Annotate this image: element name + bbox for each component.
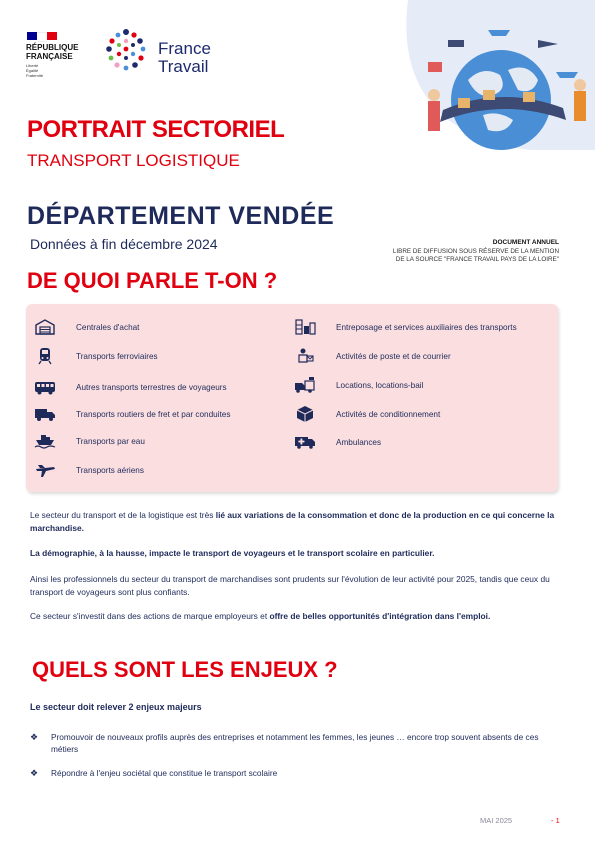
bus-icon [34,378,56,396]
paragraph-consumption: Le secteur du transport et de la logistique est très lié aux variations de la consommation et donc de la production en ce qui concerne la marchandise. [30,510,555,533]
sector-item-label: Transports par eau [76,436,145,446]
paragraph-outlook: Ainsi les professionnels du secteur du transport de marchandises sont prudents sur l'évolution de leur activité pour 2025, tandis que ceux du transport de voyageurs sont plus confiants. [30,574,550,597]
republique-francaise-flag [27,32,57,40]
warehouse-icon [34,318,56,336]
sector-item-transports-eau [34,432,145,450]
france-travail-logo-text: France Travail [158,39,211,76]
data-date: Données à fin décembre 2024 [30,236,218,252]
sector-item-label: Centrales d'achat [76,322,140,332]
diamond-bullet-icon: ❖ [30,732,39,742]
document-note: DOCUMENT ANNUEL LIBRE DE DIFFUSION SOUS RÉSERVE DE LA MENTION DE LA SOURCE "FRANCE TRAVAIL PAYS DE LA LOIRE" [392,239,559,263]
sector-item-label: Ambulances [336,437,382,447]
page-title: PORTRAIT SECTORIEL [27,116,285,143]
issue-bullet-item: ❖ Promouvoir de nouveaux profils auprès des entreprises et notamment les femmes, les jeunes … encore trop souvent absents de ces métiers [30,732,539,754]
sector-activities-box [26,304,558,492]
sector-item-label: Transports aériens [76,465,144,475]
sector-item-autres-transports-voyageurs [34,378,227,396]
ambulance-icon [294,433,316,451]
section-heading-issues: QUELS SONT LES ENJEUX ? [32,657,338,682]
logistics-globe-illustration [388,0,595,150]
issues-intro: Le secteur doit relever 2 enjeux majeurs [30,702,202,712]
department-title: DÉPARTEMENT VENDÉE [27,202,335,230]
postman-icon [294,347,316,365]
sector-item-label: Activités de poste et de courrier [336,351,451,361]
package-icon [294,405,316,423]
rental-truck-icon [294,376,316,394]
page-number: - 1 [551,816,560,825]
paragraph-employer-brand: Ce secteur s'investit dans des actions de marque employeurs et offre de belles opportunités d'intégration dans l'emploi. [30,611,491,621]
sector-item-poste-courrier [294,347,451,365]
sector-item-label: Transports routiers de fret et par conduites [76,409,231,419]
sector-item-transports-routiers [34,405,230,423]
sector-item-entreposage [294,318,517,336]
train-icon [34,347,56,365]
sector-item-label: Locations, locations-bail [336,380,424,390]
plane-icon [34,461,56,479]
sector-item-transports-ferroviaires [34,347,158,365]
issue-bullet-item: ❖ Répondre à l'enjeu sociétal que constitue le transport scolaire [30,768,278,778]
sector-item-label: Autres transports terrestres de voyageurs [76,382,227,392]
republique-francaise-motto: Liberté Égalité Fraternité [26,63,44,78]
ship-icon [34,432,56,450]
sector-item-label: Activités de conditionnement [336,409,441,419]
sector-item-locations [294,376,423,394]
republique-francaise-logo-text: RÉPUBLIQUE FRANÇAISE [26,43,79,61]
sector-item-transports-aeriens [34,461,144,479]
sector-item-conditionnement [294,405,440,423]
footer-date: MAI 2025 [480,816,513,825]
sector-item-label: Entreposage et services auxiliaires des transports [336,322,517,332]
sector-item-centrales-achat [34,318,139,336]
sector-item-ambulances [294,433,381,451]
france-travail-logo-icon [103,27,149,73]
paragraph-demography: La démographie, à la hausse, impacte le transport de voyageurs et le transport scolaire en particulier. [30,548,435,558]
section-heading-what: DE QUOI PARLE T-ON ? [27,268,278,293]
storage-icon [294,318,316,336]
diamond-bullet-icon: ❖ [30,768,39,778]
truck-icon [34,405,56,423]
page-subtitle: TRANSPORT LOGISTIQUE [27,151,240,170]
sector-item-label: Transports ferroviaires [76,351,158,361]
